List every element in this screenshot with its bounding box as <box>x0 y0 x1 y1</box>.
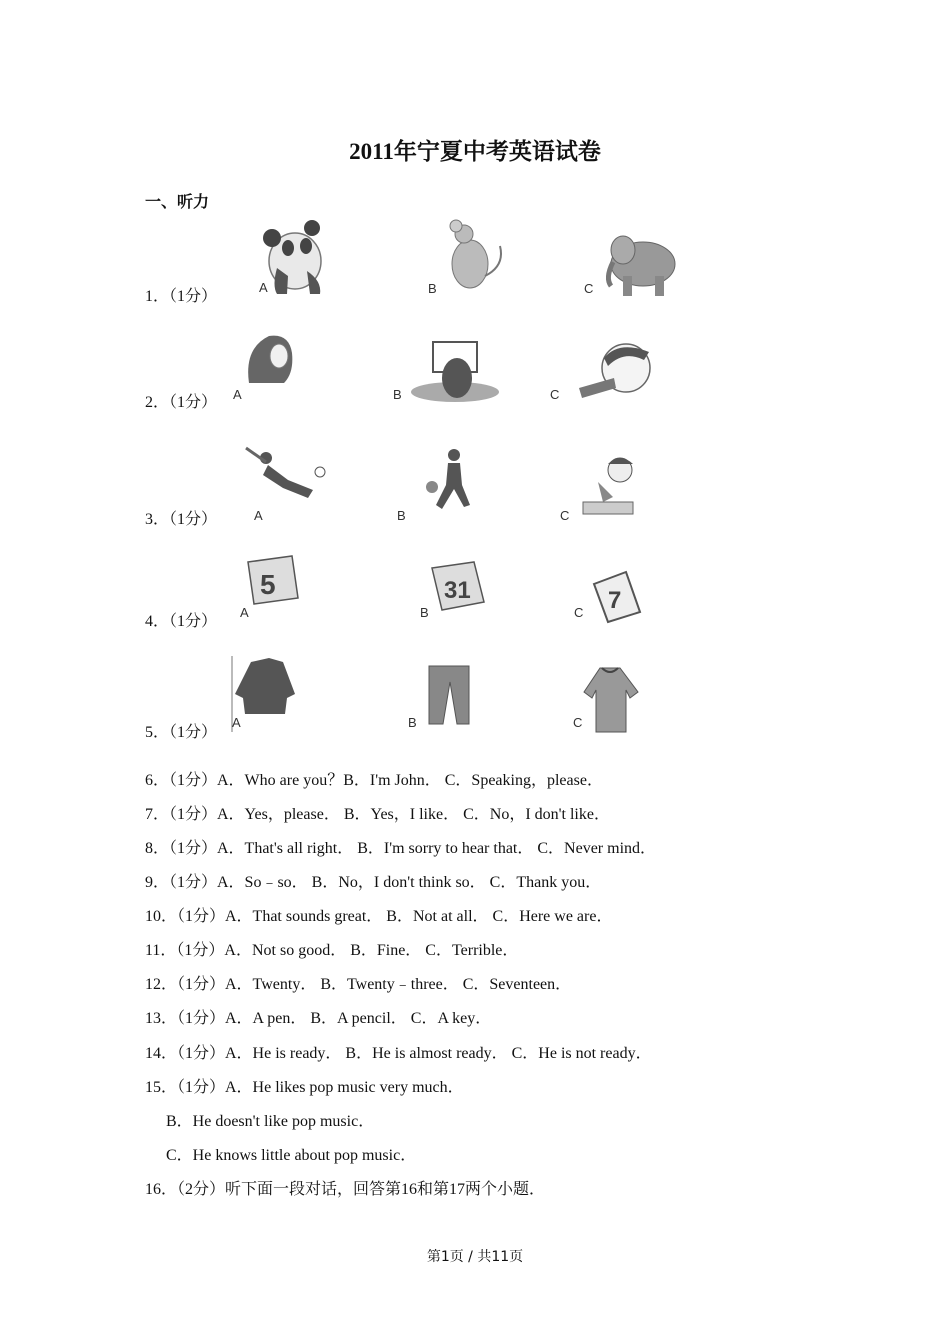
question-number: 4．（1分） <box>145 613 218 630</box>
calendar-5-icon <box>240 548 360 644</box>
section-heading: 一、听力 <box>145 194 210 211</box>
question-10: 10．（1分）A．That sounds great． B．Not at all． C．Here we are． <box>145 908 613 925</box>
question-15: 15．（1分）A．He likes pop music very much． <box>145 1079 464 1096</box>
option-label-c: C <box>573 715 583 730</box>
question-15-option-c: C．He knows little about pop music． <box>166 1147 417 1164</box>
jacket-icon <box>231 654 351 750</box>
option-label-c: C <box>584 281 594 296</box>
calendar-31-icon <box>426 558 546 654</box>
boy-with-tray-icon <box>578 452 698 548</box>
svg-text:31: 31 <box>444 577 471 604</box>
page-title: 2011年宁夏中考英语试卷 <box>349 139 601 164</box>
long-hair-girl-icon <box>234 328 354 424</box>
svg-text:5: 5 <box>260 569 276 600</box>
question-number: 1．（1分） <box>145 288 218 305</box>
question-15-option-b: B．He doesn't like pop music． <box>166 1113 375 1130</box>
question-9: 9．（1分）A．So﹣so． B．No，I don't think so． C．Thank you． <box>145 874 602 891</box>
panda-icon <box>232 216 352 312</box>
mouse-icon <box>430 216 550 312</box>
question-6: 6．（1分）A．Who are you？B．I'm John． C．Speaking，please． <box>145 772 603 789</box>
question-14: 14．（1分）A．He is ready． B．He is almost ready． C．He is not ready． <box>145 1045 652 1062</box>
question-number: 3．（1分） <box>145 511 218 528</box>
option-label-c: C <box>574 605 584 620</box>
option-label-c: C <box>550 387 560 402</box>
question-11: 11．（1分）A．Not so good． B．Fine． C．Terrible． <box>145 942 519 959</box>
option-label-a: A <box>254 508 263 523</box>
question-number: 2．（1分） <box>145 394 218 411</box>
question-number: 5．（1分） <box>145 724 218 741</box>
trousers-icon <box>425 664 545 760</box>
elephant-icon <box>595 228 715 324</box>
page-footer: 第1页 / 共11页 <box>426 1249 524 1265</box>
basketball-player-icon <box>412 445 532 541</box>
question-16: 16．（2分）听下面一段对话，回答第16和第17两个小题． <box>145 1181 546 1198</box>
question-13: 13．（1分）A．A pen． B．A pencil． C．A key． <box>145 1010 492 1027</box>
option-label-a: A <box>232 715 241 730</box>
option-label-b: B <box>397 508 406 523</box>
calendar-7-icon <box>590 566 710 662</box>
boy-watching-tv-icon <box>405 334 525 430</box>
option-label-a: A <box>259 280 268 295</box>
option-label-b: B <box>428 281 437 296</box>
option-label-a: A <box>233 387 242 402</box>
option-label-b: B <box>408 715 417 730</box>
svg-text:7: 7 <box>608 587 622 614</box>
option-label-a: A <box>240 605 249 620</box>
sweater-icon <box>580 662 700 758</box>
sleeping-girl-icon <box>574 338 694 434</box>
option-label-b: B <box>393 387 402 402</box>
question-8: 8．（1分）A．That's all right． B．I'm sorry to hear that． C．Never mind． <box>145 840 657 857</box>
option-label-b: B <box>420 605 429 620</box>
question-12: 12．（1分）A．Twenty． B．Twenty﹣three． C．Seventeen． <box>145 976 572 993</box>
option-label-c: C <box>560 508 570 523</box>
question-7: 7．（1分）A．Yes，please． B．Yes，I like． C．No，I don't like． <box>145 806 610 823</box>
